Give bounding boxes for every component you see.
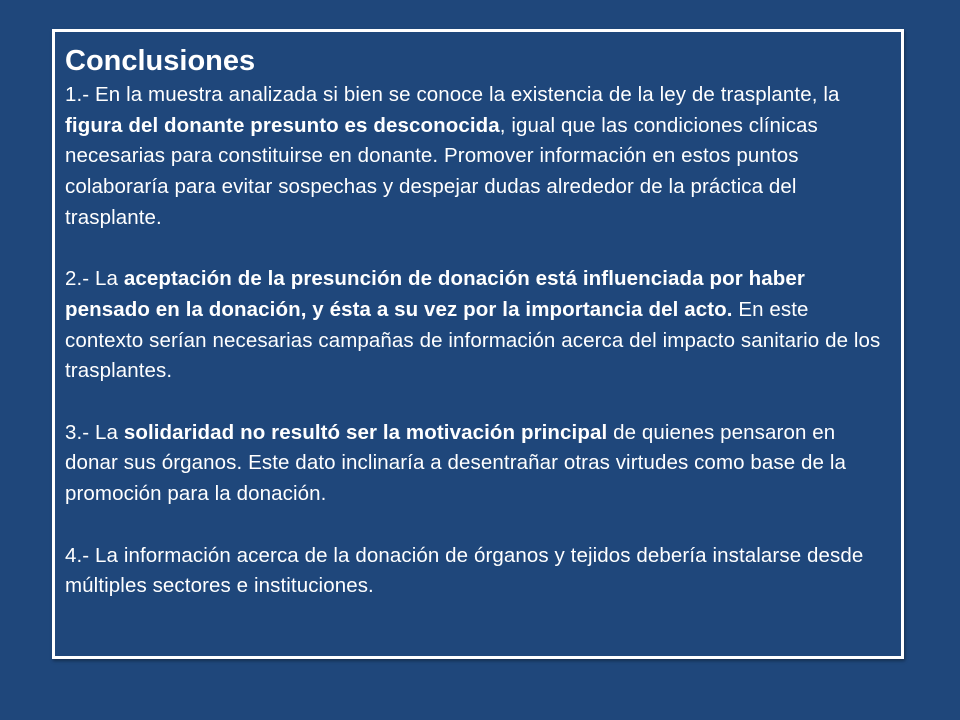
conclusion-paragraph-2 — [65, 264, 889, 387]
conclusion-paragraph-4 — [65, 541, 889, 602]
paragraph-text: 3.- La — [65, 420, 124, 444]
content-frame — [52, 29, 904, 659]
emphasis-text: solidaridad no resultó ser la motivación principal — [123, 420, 608, 444]
paragraph-text: 4.- La información acerca de la donación de órganos y tejidos debería instalarse desde múltiples sectores e instituciones. — [65, 543, 864, 598]
paragraph-text: de quienes pensaron en donar sus órganos. Este dato inclinaría a desentrañar otras virtudes como base de la promoción para la donación. — [65, 420, 847, 506]
paragraph-text: , igual que las condiciones clínicas necesarias para constituirse en donante. Promover información en estos puntos colaboraría para evitar sospechas y despejar dudas alrededor de la práctica del trasplante. — [65, 113, 818, 229]
conclusion-paragraph-1 — [65, 80, 889, 234]
paragraph-text: 1.- En la muestra analizada si bien se conoce la existencia de la ley de trasplante, la — [65, 83, 840, 106]
conclusion-paragraph-3 — [65, 418, 889, 510]
slide-title: Conclusiones — [65, 45, 256, 77]
paragraph-text: 2.- La — [65, 267, 124, 291]
paragraph-text: En este contexto serían necesarias campañas de información acerca del impacto sanitario de los trasplantes. — [65, 297, 881, 383]
emphasis-text: aceptación de la presunción de donación está influenciada por haber pensado en la donación, y ésta a su vez por la importancia del acto. — [65, 267, 805, 321]
emphasis-text: figura del donante presunto es desconocida — [65, 113, 500, 137]
slide-content — [65, 42, 889, 602]
